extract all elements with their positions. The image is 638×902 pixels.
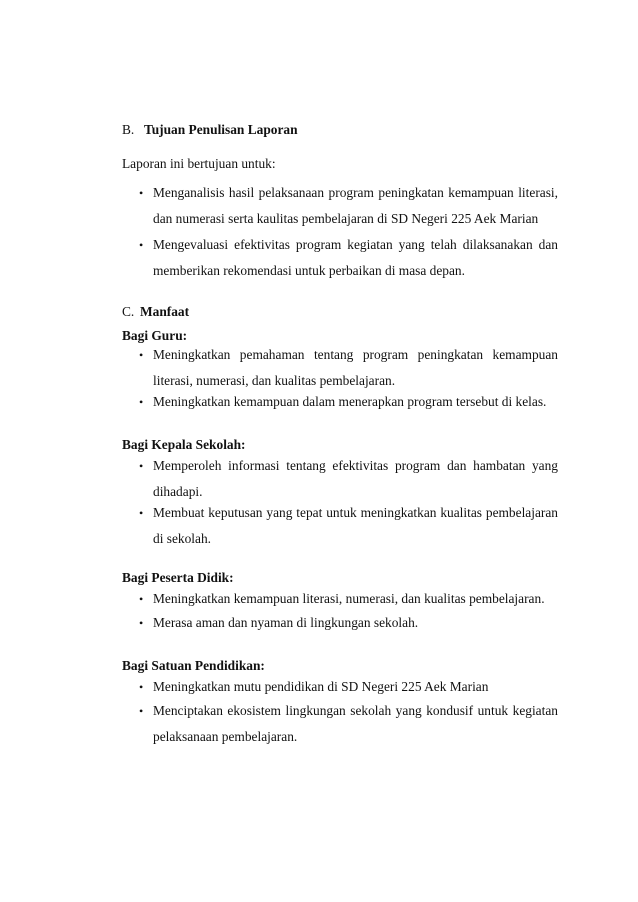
bullet-icon: •: [139, 680, 144, 694]
list-item-text: Memperoleh informasi tentang efektivitas program dan hambatan yang dihadapi.: [153, 458, 558, 499]
list-item-text: Menciptakan ekosistem lingkungan sekolah yang kondusif untuk kegiatan pelaksanaan pembelajaran.: [153, 703, 558, 744]
bullet-icon: •: [139, 348, 144, 362]
group-heading: Bagi Kepala Sekolah:: [122, 437, 246, 452]
bullet-icon: •: [139, 238, 144, 252]
bullet-icon: •: [139, 459, 144, 473]
list-item-text: Meningkatkan kemampuan dalam menerapkan program tersebut di kelas.: [153, 394, 547, 409]
section-c-number: C.: [122, 304, 135, 319]
list-item-text: Meningkatkan pemahaman tentang program peningkatan kemampuan literasi, numerasi, dan kualitas pembelajaran.: [153, 347, 558, 388]
section-b-heading: [122, 122, 298, 138]
group-heading: Bagi Peserta Didik:: [122, 570, 234, 585]
section-b-number: B.: [122, 122, 135, 137]
list-item-text: Menganalisis hasil pelaksanaan program peningkatan kemampuan literasi, dan numerasi serta kaulitas pembelajaran di SD Negeri 225 Aek Marian: [153, 185, 558, 226]
list-item-text: Meningkatkan kemampuan literasi, numerasi, dan kualitas pembelajaran.: [153, 591, 545, 606]
group-heading: Bagi Guru:: [122, 328, 188, 343]
bullet-icon: •: [139, 506, 144, 520]
bullet-icon: •: [139, 616, 144, 630]
section-b-title: Tujuan Penulisan Laporan: [144, 122, 298, 137]
bullet-icon: •: [139, 186, 144, 200]
list-item-text: Membuat keputusan yang tepat untuk meningkatkan kualitas pembelajaran di sekolah.: [153, 505, 558, 546]
bullet-icon: •: [139, 704, 144, 718]
list-item-text: Mengevaluasi efektivitas program kegiatan yang telah dilaksanakan dan memberikan rekomendasi untuk perbaikan di masa depan.: [153, 237, 558, 278]
section-c-title: Manfaat: [140, 304, 190, 319]
section-c-heading: [122, 304, 189, 320]
section-b-intro: Laporan ini bertujuan untuk:: [122, 156, 276, 171]
bullet-icon: •: [139, 395, 144, 409]
list-item-text: Merasa aman dan nyaman di lingkungan sekolah.: [153, 615, 419, 630]
group-heading: Bagi Satuan Pendidikan:: [122, 658, 265, 673]
list-item-text: Meningkatkan mutu pendidikan di SD Negeri 225 Aek Marian: [153, 679, 489, 694]
bullet-icon: •: [139, 592, 144, 606]
